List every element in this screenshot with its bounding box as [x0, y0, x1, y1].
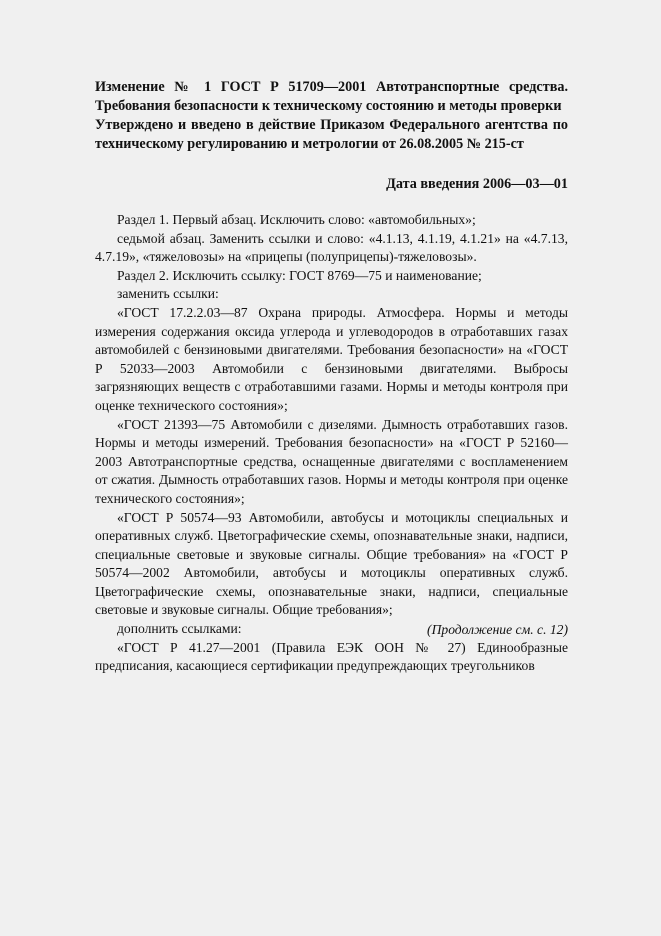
paragraph: «ГОСТ Р 50574—93 Автомобили, автобусы и мотоциклы специальных и оперативных служб. Цветографические схемы, опознавательные знаки, надписи, специальные световые и звуковые сигналы. Общие требования» на «ГОСТ Р 50574—2002 Автомобили, автобусы и мотоциклы оперативных служб. Цветографические схемы, опознавательные знаки, надписи, специальные световые и звуковые сигналы. Общие требования»; [95, 509, 568, 618]
paragraph: Раздел 2. Исключить ссылку: ГОСТ 8769—75 и наименование; [117, 267, 482, 283]
effective-date: Дата введения 2006—03—01 [386, 176, 568, 192]
approval-statement: Утверждено и введено в действие Приказом Федерального агентства по техническому регулированию и метрологии от 26.08.2005 № 215-ст [95, 117, 568, 152]
continuation-note: (Продолжение см. с. 12) [427, 622, 568, 637]
paragraph: «ГОСТ 17.2.2.03—87 Охрана природы. Атмосфера. Нормы и методы измерения содержания оксида углерода и углеводородов в отработавших газах автомобилей с бензиновыми двигателями. Требования безопасности» на «ГОСТ Р 52033—2003 Автомобили с бензиновыми двигателями. Выбросы загрязняющих веществ с отработавшими газами. Нормы и методы контроля при оценке технического состояния»; [95, 304, 568, 413]
paragraph: седьмой абзац. Заменить ссылки и слово: «4.1.13, 4.1.19, 4.1.21» на «4.7.13, 4.7.19», «тяжеловозы» на «прицепы (полуприцепы)-тяжеловозы». [95, 230, 568, 265]
amendment-title: Изменение № 1 ГОСТ Р 51709—2001 Автотранспортные средства. Требования безопасности к техническому состоянию и методы проверки [95, 79, 568, 114]
paragraph: «ГОСТ Р 41.27—2001 (Правила ЕЭК ООН № 27) Единообразные предписания, касающиеся сертификации предупреждающих треугольников [95, 639, 568, 674]
paragraph: дополнить ссылками: [117, 621, 242, 637]
paragraph: Раздел 1. Первый абзац. Исключить слово: «автомобильных»; [117, 212, 476, 227]
paragraph: «ГОСТ 21393—75 Автомобили с дизелями. Дымность отработавших газов. Нормы и методы измерений. Требования безопасности» на «ГОСТ Р 52160—2003 Автотранспортные средства, оснащенные двигателями с воспламенением от сжатия. Дымность отработавших газов. Нормы и методы контроля при оценке технического состояния»; [95, 416, 568, 506]
paragraph: заменить ссылки: [117, 286, 219, 302]
amendment-body [95, 211, 568, 676]
document-content [95, 78, 568, 676]
